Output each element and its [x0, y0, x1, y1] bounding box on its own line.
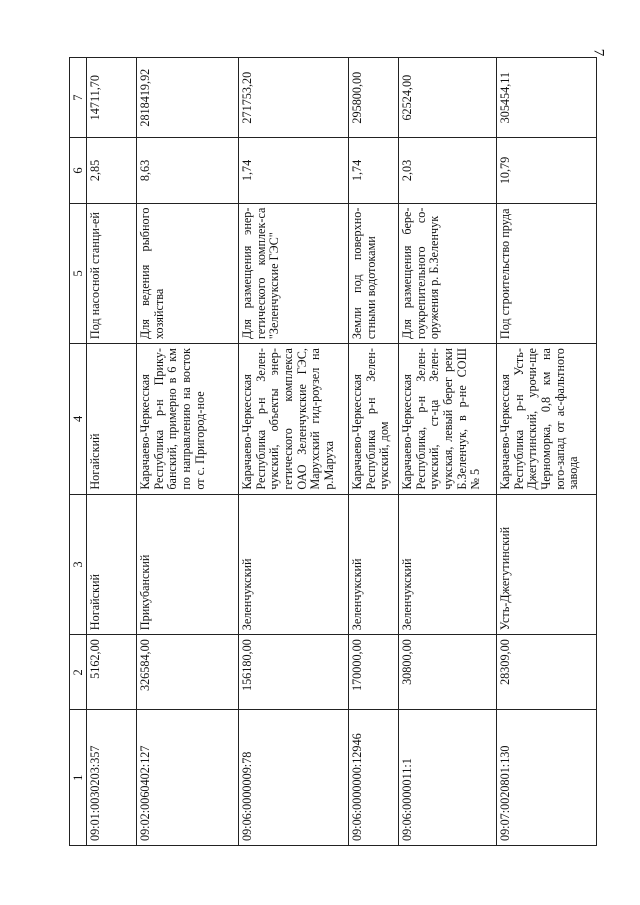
- location-cell: Карачаево-Черкесская Республика р-н Прику-банский, примерно в 6 км по направлению на восток от с. Пригород-ное: [137, 344, 239, 495]
- column-header: 7: [70, 58, 87, 138]
- area-cell: 170000,00: [349, 635, 399, 710]
- cadastral-number-cell: 09:06:0000009:78: [239, 710, 349, 846]
- cadastral-number-cell: 09:02:0060402:127: [137, 710, 239, 846]
- cadastral-number-cell: 09:07:0020801:130: [497, 710, 597, 846]
- purpose-cell: Под насосной станци-ей: [87, 203, 137, 344]
- purpose-cell: Под строительство пруда: [497, 203, 597, 344]
- value-cell: 2818419,92: [137, 58, 239, 138]
- cadastral-number-cell: 09:01:0030203:357: [87, 710, 137, 846]
- value-cell: 62524,00: [399, 58, 497, 138]
- column-header: 3: [70, 494, 87, 635]
- column-header: 2: [70, 635, 87, 710]
- table-row: [239, 58, 349, 846]
- column-header: 4: [70, 344, 87, 495]
- share-cell: 1,74: [239, 138, 349, 203]
- table-row: [137, 58, 239, 846]
- page-number: 7: [590, 48, 607, 57]
- column-header: 5: [70, 203, 87, 344]
- value-cell: 14711,70: [87, 58, 137, 138]
- column-header: 1: [70, 710, 87, 846]
- purpose-cell: Земли под поверхно-стными водотоками: [349, 203, 399, 344]
- value-cell: 271753,20: [239, 58, 349, 138]
- area-cell: 156180,00: [239, 635, 349, 710]
- table-row: [349, 58, 399, 846]
- area-cell: 5162,00: [87, 635, 137, 710]
- table-row: [87, 58, 137, 846]
- purpose-cell: Для ведения рыбного хозяйства: [137, 203, 239, 344]
- column-header: 6: [70, 138, 87, 203]
- district-cell: Прикубанский: [137, 494, 239, 635]
- area-cell: 326584,00: [137, 635, 239, 710]
- location-cell: Ногайский: [87, 344, 137, 495]
- location-cell: Карачаево-Черкесская Республика р-н Зелен-чукский, объекты энер-гетического комплекса ОАО Зеленчукские ГЭС, Марухский гид-роузел на р.Маруха: [239, 344, 349, 495]
- area-cell: 28309,00: [497, 635, 597, 710]
- share-cell: 2,85: [87, 138, 137, 203]
- value-cell: 305454,11: [497, 58, 597, 138]
- location-cell: Карачаево-Черкесская Республика р-н Зелен-чукский, дом: [349, 344, 399, 495]
- table-row: [399, 58, 497, 846]
- share-cell: 2,03: [399, 138, 497, 203]
- share-cell: 8,63: [137, 138, 239, 203]
- land-plots-table: [69, 57, 597, 846]
- location-cell: Карачаево-Черкесская Республика, р-н Зелен-чукский, ст-ца Зелен-чукская, левый берег реки Б.Зеленчук, в р-не СОШ № 5: [399, 344, 497, 495]
- cadastral-number-cell: 09:06:0000000:12946: [349, 710, 399, 846]
- share-cell: 10,79: [497, 138, 597, 203]
- column-number-row: [70, 58, 87, 846]
- area-cell: 30800,00: [399, 635, 497, 710]
- district-cell: Зеленчукский: [349, 494, 399, 635]
- purpose-cell: Для размещения энер-гетического комплек-са "Зеленчукские ГЭС": [239, 203, 349, 344]
- share-cell: 1,74: [349, 138, 399, 203]
- location-cell: Карачаево-Черкесская Республика р-н Усть-Джегутинский, урочи-ще Черноморка, 0,8 км на юго-запад от ас-фальтного завода: [497, 344, 597, 495]
- value-cell: 295800,00: [349, 58, 399, 138]
- cadastral-number-cell: 09:06:0000011:1: [399, 710, 497, 846]
- district-cell: Усть-Джегутинский: [497, 494, 597, 635]
- table-row: [497, 58, 597, 846]
- document-table-rotated: [69, 57, 595, 846]
- district-cell: Зеленчукский: [239, 494, 349, 635]
- district-cell: Зеленчукский: [399, 494, 497, 635]
- purpose-cell: Для размещения бере-гоукрепительного со-оружения р. Б.Зеленчук: [399, 203, 497, 344]
- district-cell: Ногайский: [87, 494, 137, 635]
